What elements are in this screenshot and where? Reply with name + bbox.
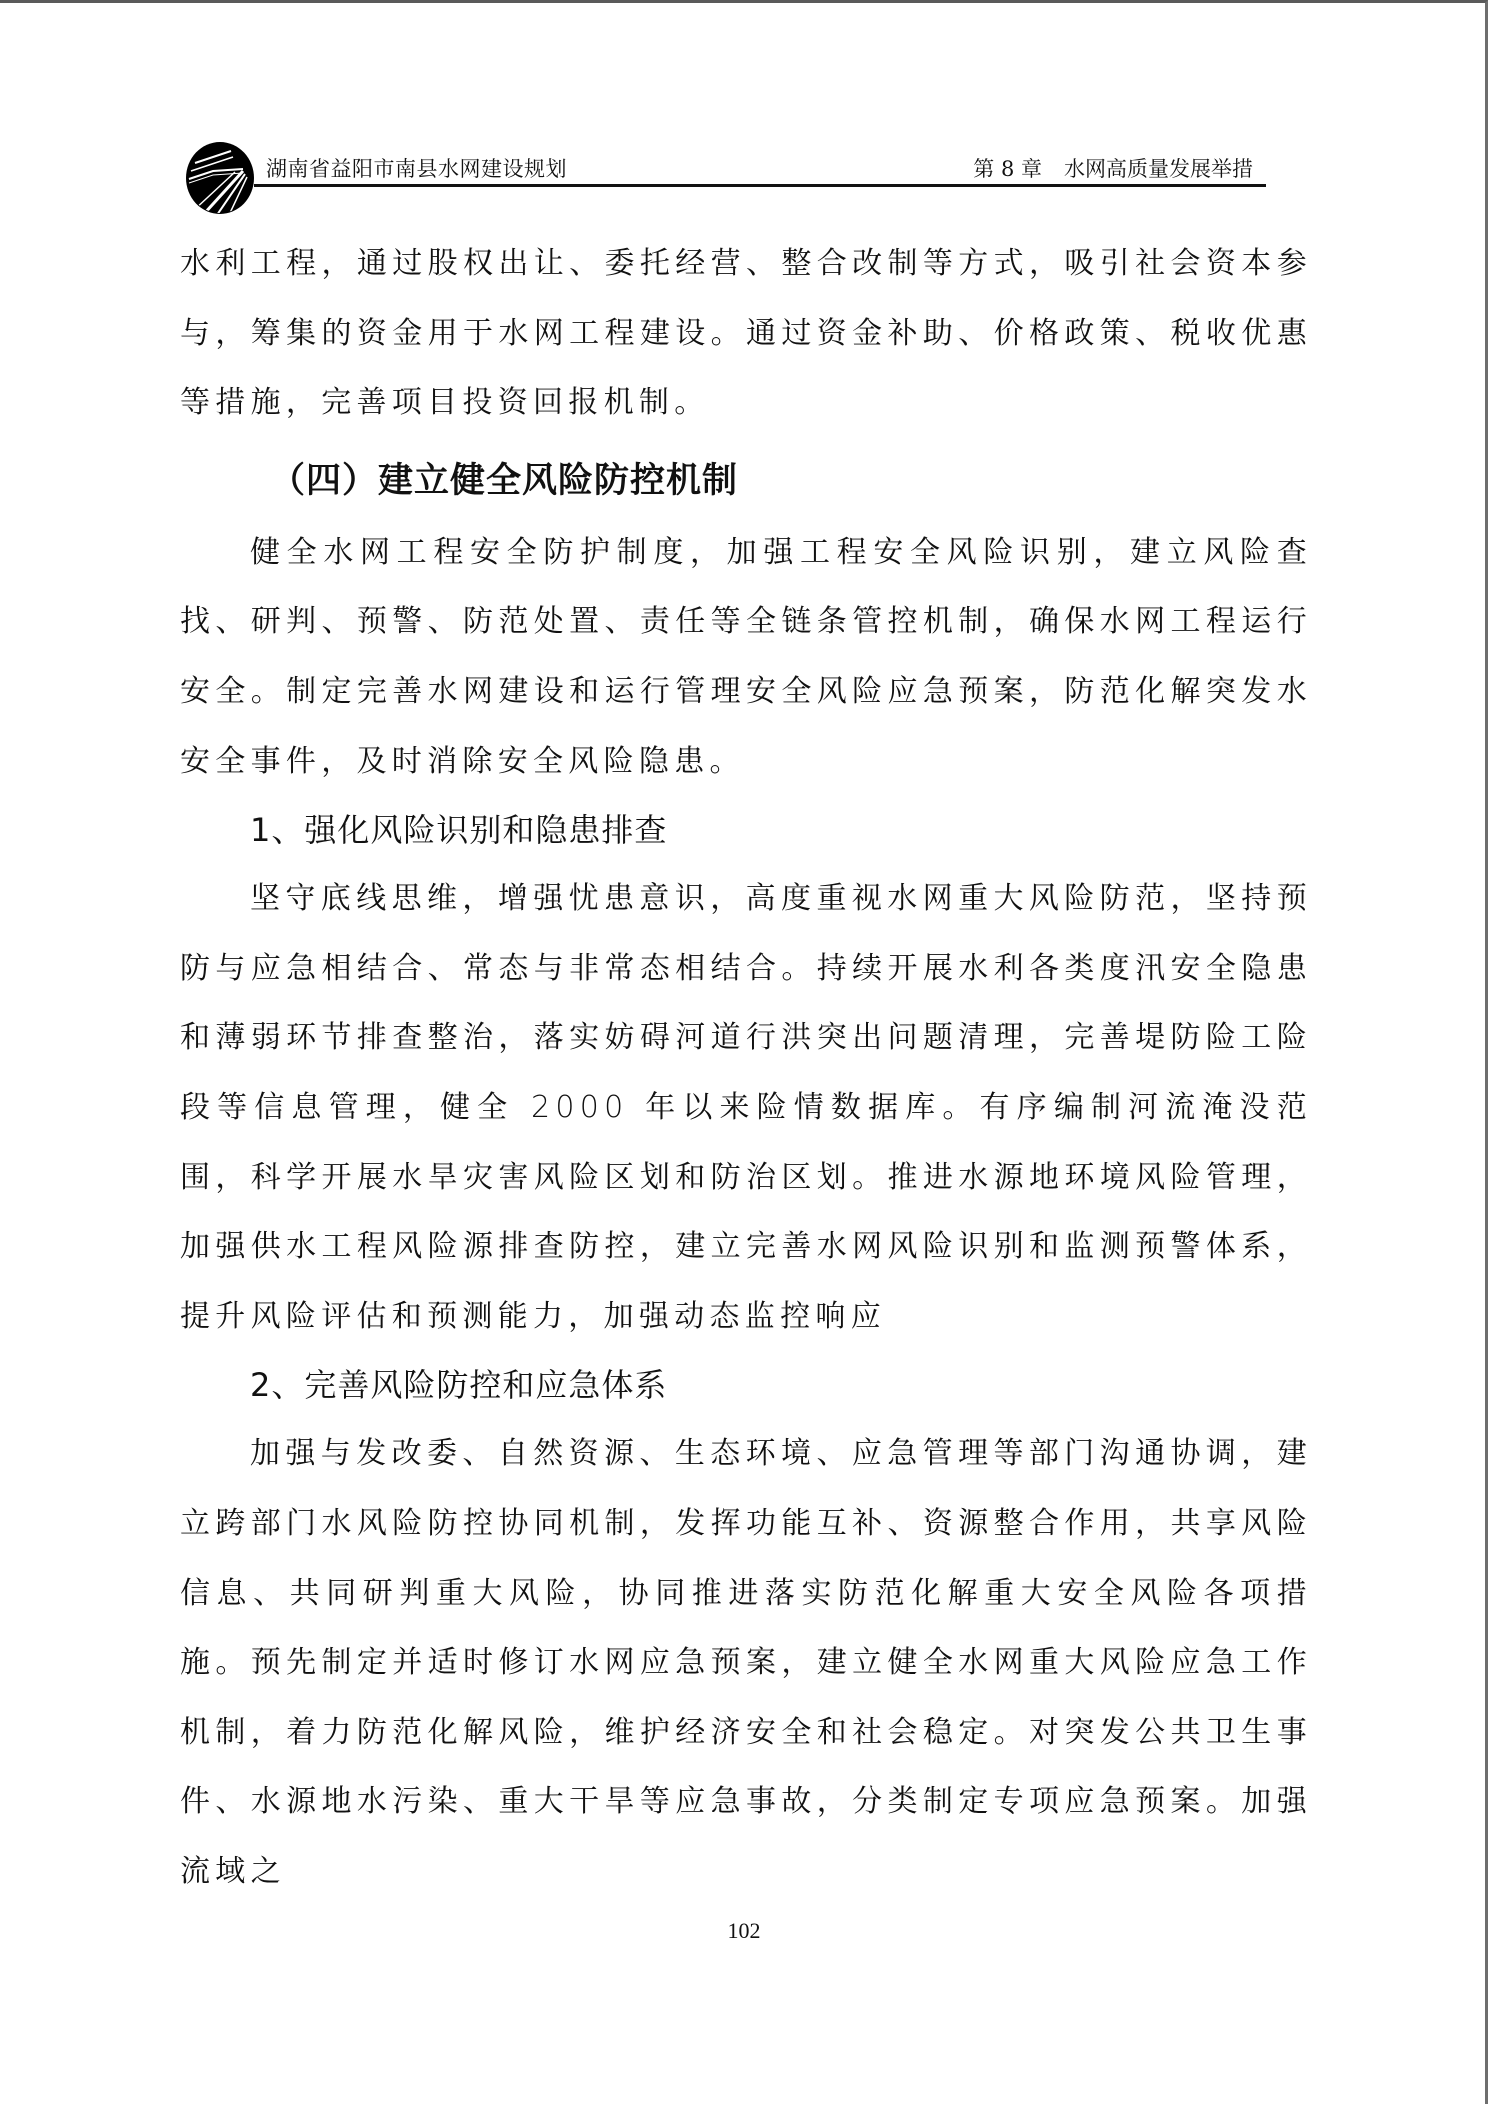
header-rule bbox=[254, 184, 1266, 187]
chapter-title: 水网高质量发展举措 bbox=[1064, 157, 1253, 181]
section-paragraph: 健全水网工程安全防护制度，加强工程安全风险识别，建立风险查找、研判、预警、防范处置、责任等全链条管控机制，确保水网工程运行安全。制定完善水网建设和运行管理安全风险应急预案，防范化解突发水安全事件，及时消除安全风险隐患。 bbox=[180, 534, 1312, 779]
subsection-paragraph: 加强与发改委、自然资源、生态环境、应急管理等部门沟通协调，建立跨部门水风险防控协同机制，发挥功能互补、资源整合作用，共享风险信息、共同研判重大风险，协同推进落实防范化解重大安全风险各项措施。预先制定并适时修订水网应急预案，建立健全水网重大风险应急工作机制，着力防范化解风险，维护经济安全和社会稳定。对突发公共卫生事件、水源地水污染、重大干旱等应急事故，分类制定专项应急预案。加强流域之 bbox=[180, 1436, 1312, 1889]
chapter-header bbox=[973, 153, 1253, 183]
subsection-paragraph: 坚守底线思维，增强忧患意识，高度重视水网重大风险防范，坚持预防与应急相结合、常态与非常态相结合。持续开展水利各类度汛安全隐患和薄弱环节排查整治，落实妨碍河道行洪突出问题清理，完善堤防险工险段等信息管理，健全 2000 年以来险情数据库。有序编制河流淹没范围，科学开展水旱灾害风险区划和防治区划。推进水源地环境风险管理，加强供水工程风险源排查防控，建立完善水网风险识别和监测预警体系，提升风险评估和预测能力，加强动态监控响应 bbox=[180, 881, 1312, 1334]
chapter-label: 第 8 章 bbox=[973, 157, 1042, 181]
page-number: 102 bbox=[727, 1918, 761, 1943]
section-heading: （四）建立健全风险防控机制 bbox=[270, 460, 739, 501]
document-body bbox=[180, 229, 1312, 1906]
intro-paragraph: 水利工程，通过股权出让、委托经营、整合改制等方式，吸引社会资本参与，筹集的资金用于水网工程建设。通过资金补助、价格政策、税收优惠等措施，完善项目投资回报机制。 bbox=[180, 246, 1312, 421]
subsection-heading: 1、强化风险识别和隐患排查 bbox=[250, 811, 668, 850]
document-title: 湖南省益阳市南县水网建设规划 bbox=[266, 157, 567, 181]
water-network-emblem-icon bbox=[183, 141, 257, 215]
subsection-heading: 2、完善风险防控和应急体系 bbox=[250, 1366, 668, 1405]
